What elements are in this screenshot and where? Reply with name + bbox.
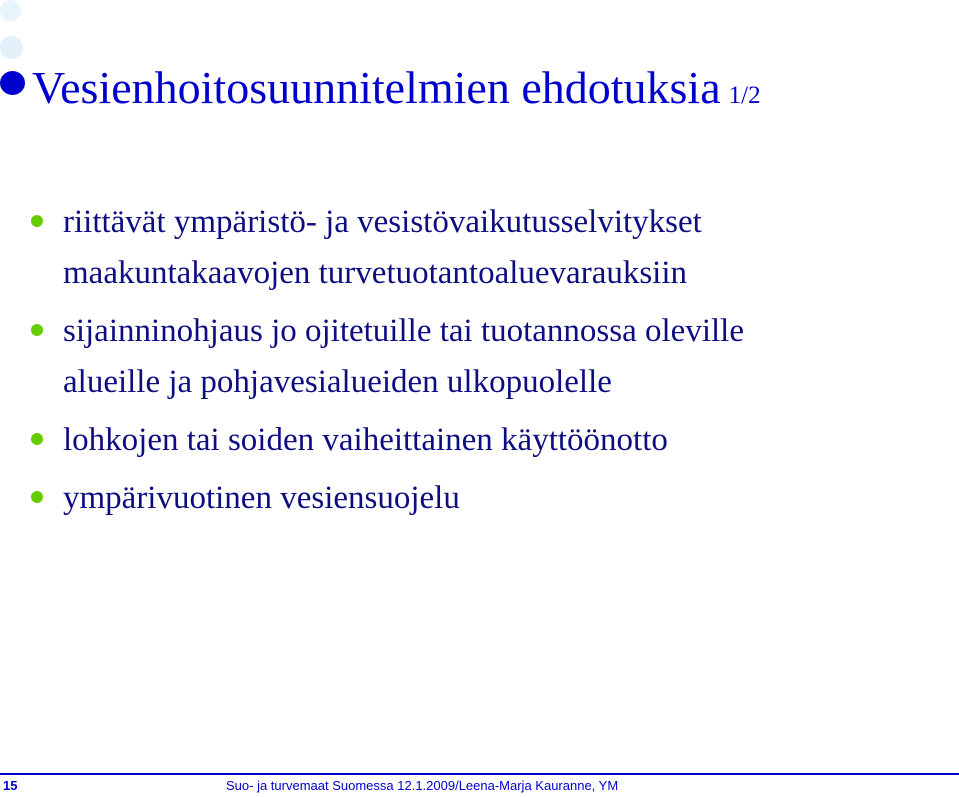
decorative-dot-light-middle: [0, 36, 23, 59]
decorative-dot-light-top: [0, 0, 21, 21]
bullet-line: riittävät ympäristö- ja vesistövaikutusselvitykset: [63, 204, 702, 240]
bullet-item: [30, 197, 959, 299]
bullet-line: alueille ja pohjavesialueiden ulkopuolelle: [63, 364, 612, 400]
bullet-line: lohkojen tai soiden vaiheittainen käyttöönotto: [63, 422, 668, 458]
bullet-dot-icon: [31, 215, 43, 227]
decorative-dot-blue: [0, 71, 25, 95]
bullet-line: maakuntakaavojen turvetuotantoaluevarauksiin: [63, 255, 688, 291]
bullet-dot-icon: [31, 324, 43, 336]
page-number: 15: [3, 778, 18, 793]
bullet-item: [30, 306, 959, 408]
slide-title-text: Vesienhoitosuunnitelmien ehdotuksia: [32, 62, 721, 113]
slide-title: [32, 58, 761, 126]
bullet-dot-icon: [31, 491, 43, 503]
bullet-list: [30, 197, 959, 531]
bullet-dot-icon: [31, 433, 43, 445]
bullet-line: sijainninohjaus jo ojitetuille tai tuotannossa oleville: [63, 313, 744, 349]
bullet-line: ympärivuotinen vesiensuojelu: [63, 480, 460, 516]
bullet-item: [30, 473, 959, 524]
footer-caption: Suo- ja turvemaat Suomessa 12.1.2009/Leena-Marja Kauranne, YM: [226, 778, 619, 793]
bullet-item: [30, 415, 959, 466]
slide-title-part-indicator: 1/2: [728, 82, 761, 109]
footer-divider: [0, 773, 959, 775]
